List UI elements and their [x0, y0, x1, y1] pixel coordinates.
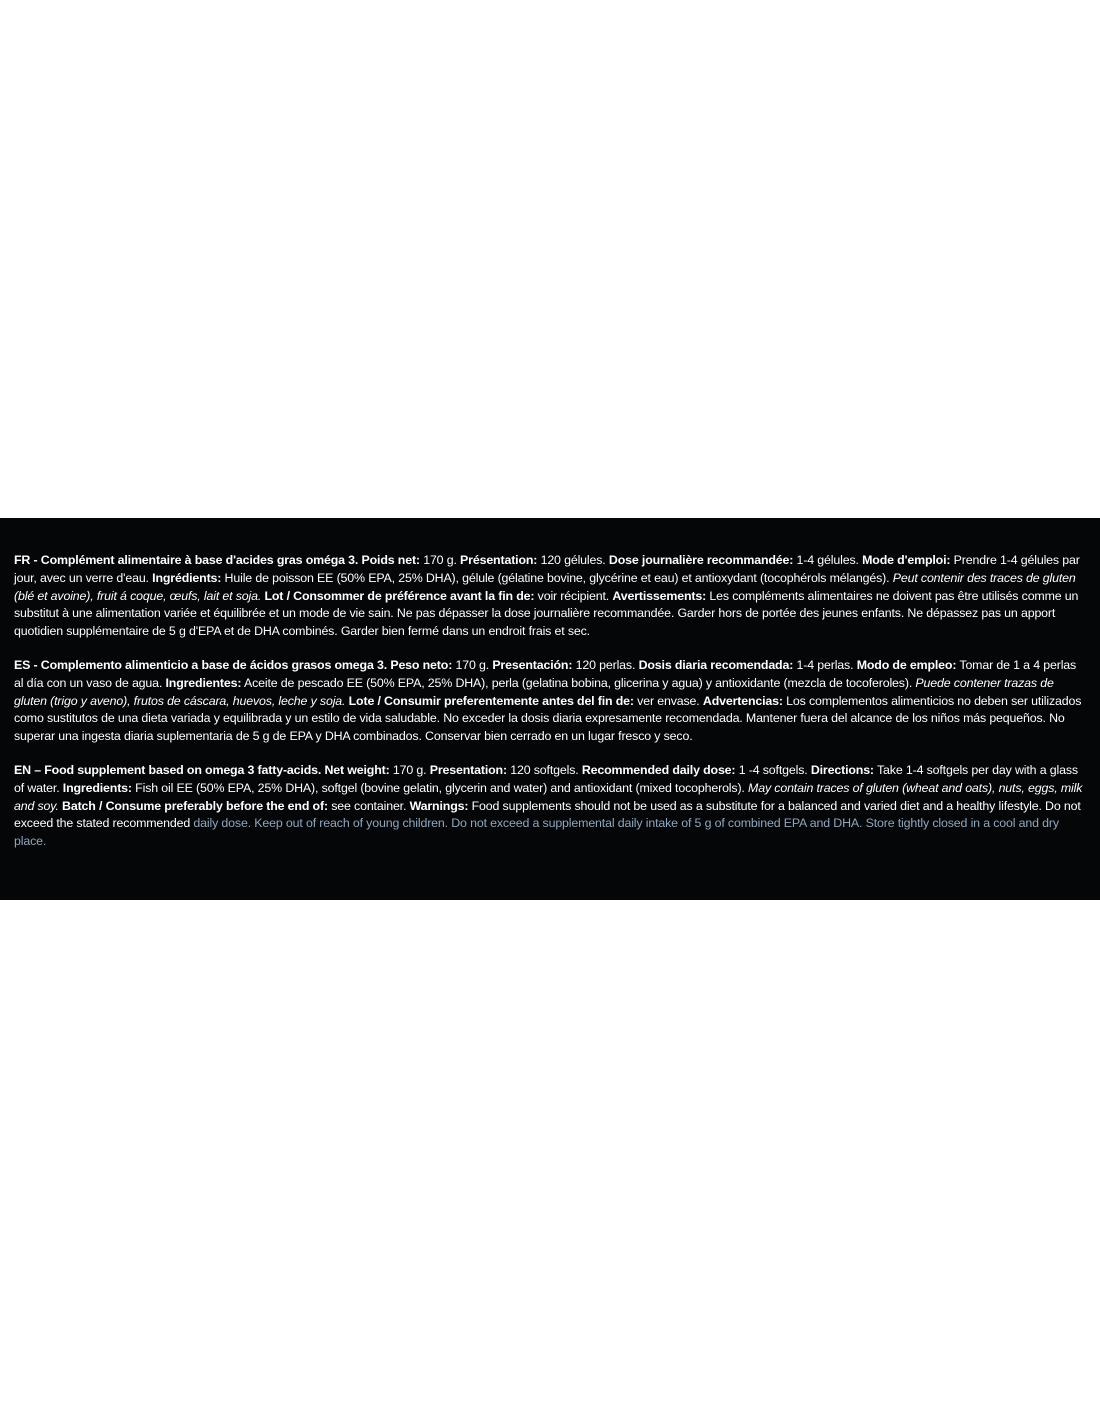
- field-value-fr-net-weight: 170 g.: [419, 553, 457, 568]
- field-value-fr-ingredients: Huile de poisson EE (50% EPA, 25% DHA), gélule (gélatine bovine, glycérine et eau) et antioxydant (tocophérols mélangés).: [221, 571, 890, 585]
- field-value-en-warnings-continued: daily dose. Keep out of reach of young children. Do not exceed a supplemental daily intake of 5 g of combined EPA and DHA. Store tightly closed in a cool and dry place.: [14, 816, 1059, 848]
- field-value-es-daily-dose: 1-4 perlas.: [793, 658, 854, 673]
- field-label-fr-ingredients: Ingrédients:: [152, 571, 222, 585]
- field-value-en-batch: see container.: [327, 798, 407, 813]
- field-label-en-warnings: Warnings:: [409, 798, 469, 813]
- field-value-es-net-weight: 170 g.: [452, 658, 490, 673]
- lang-separator-es: -: [30, 658, 41, 673]
- field-value-es-directions: Tomar de 1 a 4 perlas al día con un vaso de agua.: [14, 658, 1077, 691]
- field-label-es-warnings: Advertencias:: [702, 693, 783, 708]
- field-value-fr-directions: Prendre 1-4 gélules par jour, avec un verre d'eau.: [14, 553, 1080, 585]
- label-block-fr: [14, 552, 1086, 640]
- label-block-en: [14, 762, 1086, 850]
- field-value-en-ingredients: Fish oil EE (50% EPA, 25% DHA), softgel (bovine gelatin, glycerin and water) and antioxidant (mixed tocopherols).: [131, 781, 745, 796]
- field-label-en-directions: Directions:: [810, 763, 874, 778]
- field-value-en-presentation: 120 softgels.: [506, 763, 579, 778]
- field-value-es-warnings: Los complementos alimenticios no deben ser utilizados como sustitutos de una dieta variada y equilibrada y un estilo de vida saludable. No exceder la dosis diaria expresamente recomendada. Mantener fuera del alcance de los niños más pequeños. No superar una ingesta diaria suplementaria de 5 g de EPA y DHA combinados. Conservar bien cerrado en un lugar fresco y seco.: [14, 693, 1082, 743]
- field-label-es-directions: Modo de empleo:: [856, 658, 957, 673]
- lead-text-fr: Complément alimentaire à base d'acides gras oméga 3.: [40, 553, 359, 568]
- field-label-en-ingredients: Ingredients:: [62, 781, 132, 796]
- field-label-en-batch: Batch / Consume preferably before the end of:: [62, 798, 328, 813]
- field-value-en-allergens: May contain traces of gluten (wheat and oats), nuts, eggs, milk and soy.: [14, 781, 1083, 813]
- field-label-fr-directions: Mode d'emploi:: [862, 553, 951, 568]
- field-value-fr-daily-dose: 1-4 gélules.: [793, 553, 859, 568]
- field-value-en-daily-dose: 1 -4 softgels.: [735, 763, 808, 778]
- lang-code-fr: FR: [14, 553, 31, 568]
- field-value-en-warnings: Food supplements should not be used as a substitute for a balanced and varied diet and a healthy lifestyle. Do not exceed the stated recommended: [14, 798, 1081, 831]
- lang-code-en: EN: [14, 763, 31, 778]
- label-block-es: [14, 657, 1086, 745]
- field-label-es-presentation: Presentación:: [492, 658, 573, 673]
- field-value-es-batch: ver envase.: [633, 693, 700, 708]
- field-label-fr-warnings: Avertissements:: [612, 588, 707, 603]
- field-value-fr-allergens: Peut contenir des traces de gluten (blé et avoine), fruit á coque, œufs, lait et soja.: [14, 571, 1076, 603]
- field-label-en-daily-dose: Recommended daily dose:: [581, 763, 736, 778]
- lead-text-es: Complemento alimenticio a base de ácidos grasos omega 3.: [40, 658, 388, 673]
- field-value-fr-warnings: Les compléments alimentaires ne doivent pas être utilisés comme un substitut à une alimentation variée et équilibrée et un mode de vie sain. Ne pas dépasser la dose journalière recommandée. Garder hors de portée des jeunes enfants. Ne dépassez pas un apport quotidien supplémentaire de 5 g d'EPA et de DHA combinés. Garder bien fermé dans un endroit frais et sec.: [14, 588, 1079, 638]
- field-label-es-net-weight: Peso neto:: [390, 658, 453, 673]
- field-value-es-allergens: Puede contener trazas de gluten (trigo y aveno), frutos de cáscara, huevos, leche y soja.: [14, 676, 1054, 708]
- field-value-fr-presentation: 120 gélules.: [537, 553, 606, 568]
- lang-separator-en: –: [30, 763, 45, 778]
- lang-code-es: ES: [14, 658, 31, 673]
- lead-text-en: Food supplement based on omega 3 fatty-acids.: [44, 763, 322, 778]
- field-label-fr-presentation: Présentation:: [460, 553, 538, 568]
- field-value-en-directions: Take 1-4 softgels per day with a glass of water.: [14, 763, 1078, 796]
- field-value-es-presentation: 120 perlas.: [572, 658, 636, 673]
- field-value-es-ingredients: Aceite de pescado EE (50% EPA, 25% DHA), perla (gelatina bobina, glicerina y agua) y antioxidante (mezcla de tocoferoles).: [241, 676, 913, 691]
- field-label-fr-daily-dose: Dose journalière recommandée:: [608, 553, 794, 568]
- supplement-label-panel: [0, 518, 1100, 900]
- field-label-es-batch: Lote / Consumir preferentemente antes del fin de:: [348, 693, 634, 708]
- field-label-en-presentation: Presentation:: [429, 763, 507, 778]
- field-label-fr-net-weight: Poids net:: [361, 553, 420, 568]
- field-label-es-ingredients: Ingredientes:: [165, 676, 242, 691]
- field-value-fr-batch: voir récipient.: [534, 588, 610, 603]
- field-label-en-net-weight: Net weight:: [324, 763, 390, 778]
- field-label-fr-batch: Lot / Consommer de préférence avant la fin de:: [264, 588, 535, 603]
- lang-separator-fr: -: [30, 553, 41, 568]
- field-value-en-net-weight: 170 g.: [389, 763, 427, 778]
- field-label-es-daily-dose: Dosis diaria recomendada:: [638, 658, 794, 673]
